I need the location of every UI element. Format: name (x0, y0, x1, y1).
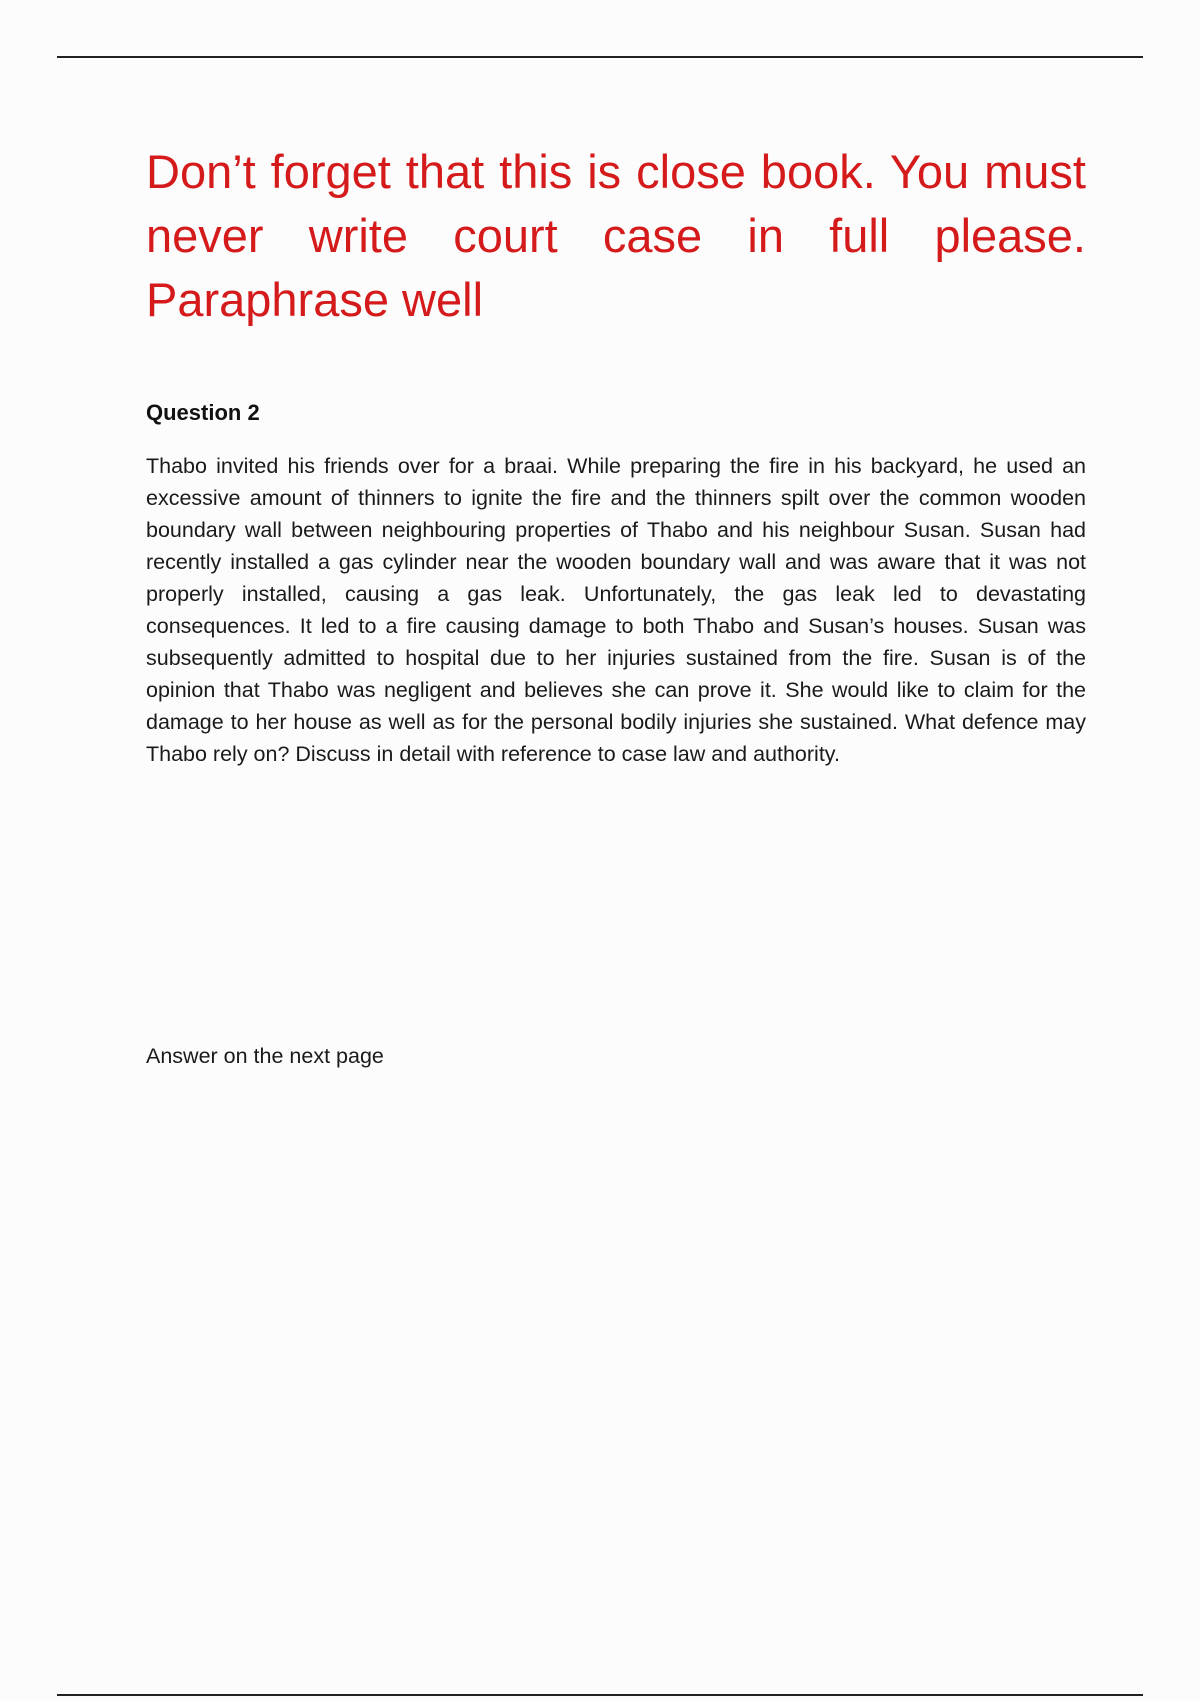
exam-notice: Don’t forget that this is close book. You must never write court case in full please. Paraphrase well (146, 145, 1086, 326)
top-divider (57, 56, 1143, 58)
answer-note: Answer on the next page (146, 1044, 384, 1068)
question-body: Thabo invited his friends over for a braai. While preparing the fire in his backyard, he used an excessive amount of thinners to ignite the fire and the thinners spilt over the common wooden boundary wall between neighbouring properties of Thabo and his neighbour Susan. Susan had recently installed a gas cylinder near the wooden boundary wall and was aware that it was not properly installed, causing a gas leak. Unfortunately, the gas leak led to devastating consequences. It led to a fire causing damage to both Thabo and Susan’s houses. Susan was subsequently admitted to hospital due to her injuries sustained from the fire. Susan is of the opinion that Thabo was negligent and believes she can prove it. She would like to claim for the damage to her house as well as for the personal bodily injuries she sustained. What defence may Thabo rely on? Discuss in detail with reference to case law and authority. (146, 454, 1086, 766)
document-content (146, 140, 1086, 770)
question-heading: Question 2 (146, 400, 260, 425)
bottom-divider (57, 1694, 1143, 1696)
